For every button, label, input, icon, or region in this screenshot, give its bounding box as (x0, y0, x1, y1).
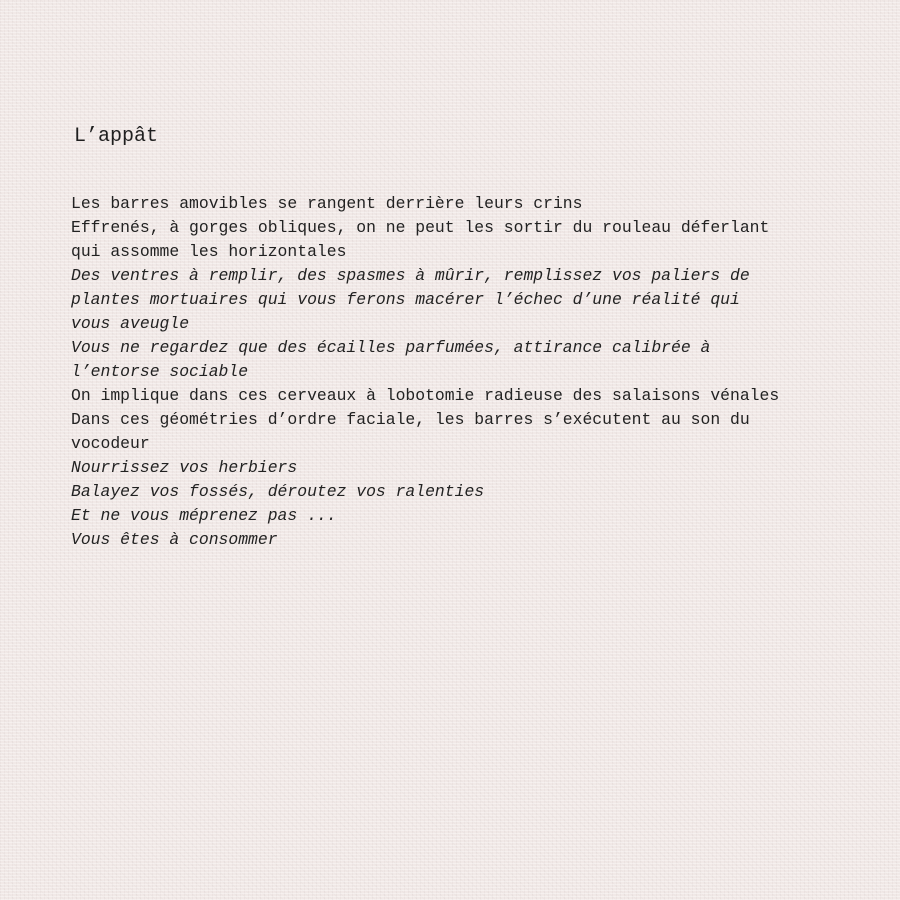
poem-line: Les barres amovibles se rangent derrière leurs crins (71, 194, 583, 213)
poem-line: On implique dans ces cerveaux à lobotomie radieuse des salaisons vénales (71, 386, 780, 405)
poem-title: L’appât (74, 125, 159, 148)
poem-line: Des ventres à remplir, des spasmes à mûrir, remplissez vos paliers de (71, 266, 750, 285)
poem-line: plantes mortuaires qui vous ferons macérer l’échec d’une réalité qui (71, 290, 740, 309)
poem-line: Nourrissez vos herbiers (71, 458, 298, 477)
poem-line: l’entorse sociable (71, 362, 249, 381)
poem-line: Effrenés, à gorges obliques, on ne peut les sortir du rouleau déferlant (71, 218, 770, 237)
poem-line: vocodeur (71, 434, 150, 453)
poem-line: Et ne vous méprenez pas ... (71, 506, 337, 525)
poem-body (71, 192, 871, 552)
poem-line: Vous ne regardez que des écailles parfumées, attirance calibrée à (71, 338, 711, 357)
poem-line: Vous êtes à consommer (71, 530, 278, 549)
poem-line: vous aveugle (71, 314, 190, 333)
poem-line: qui assomme les horizontales (71, 242, 347, 261)
poem-line: Dans ces géométries d’ordre faciale, les barres s’exécutent au son du (71, 410, 750, 429)
poem-line: Balayez vos fossés, déroutez vos ralenties (71, 482, 485, 501)
